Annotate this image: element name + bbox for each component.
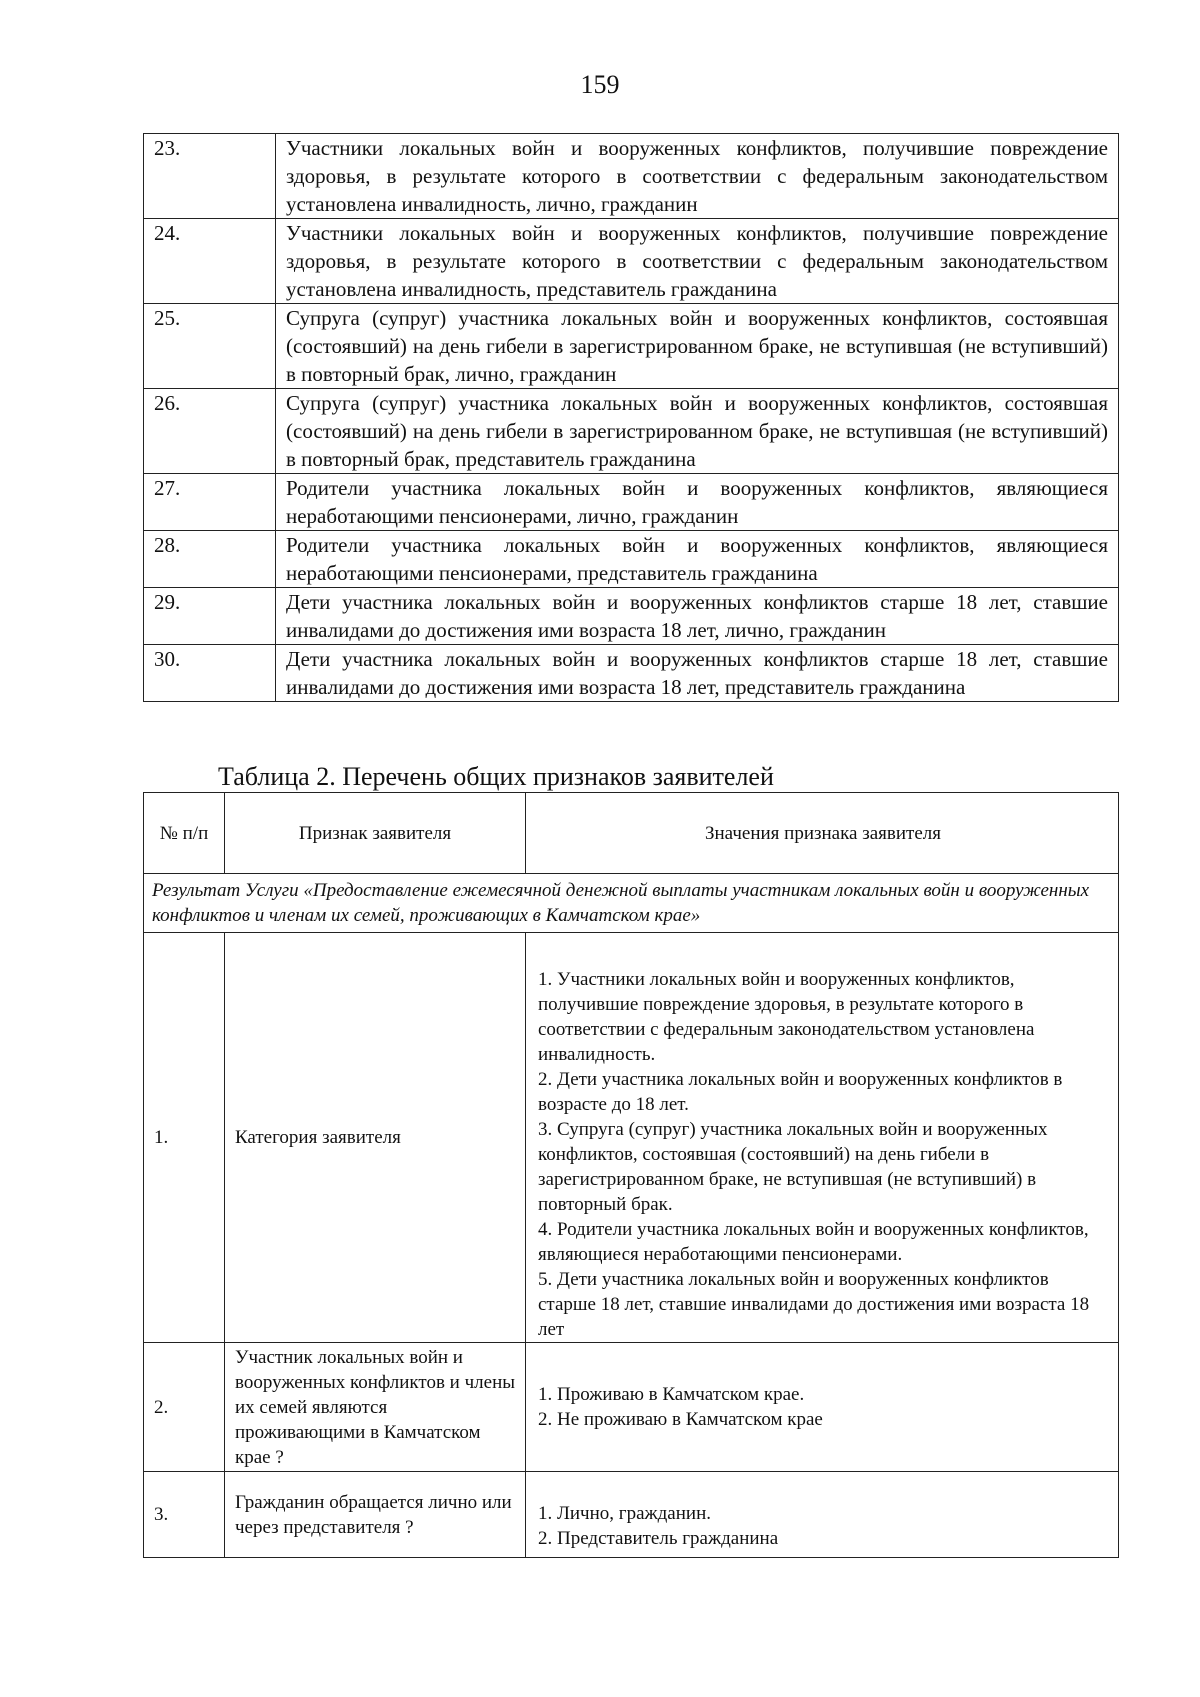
table-row [144, 474, 1119, 531]
table-row [144, 933, 1119, 1343]
row-text: Родители участника локальных войн и вооруженных конфликтов, являющиеся неработающими пенсионерами, лично, гражданин [276, 474, 1119, 531]
value-item: 2. Представитель гражданина [538, 1528, 779, 1549]
value-item: 2. Дети участника локальных войн и вооруженных конфликтов в возрасте до 18 лет. [538, 1069, 1063, 1115]
row-number: 25. [144, 304, 276, 389]
table-row [144, 1343, 1119, 1472]
row-sign: Категория заявителя [225, 933, 526, 1343]
table-row [144, 304, 1119, 389]
value-item: 3. Супруга (супруг) участника локальных войн и вооруженных конфликтов, состоявшая (состоявший) на день гибели в зарегистрированном браке, не вступившая (не вступивший) в повторный брак. [538, 1119, 1048, 1215]
row-number: 1. [144, 933, 225, 1343]
row-text: Родители участника локальных войн и вооруженных конфликтов, являющиеся неработающими пенсионерами, представитель гражданина [276, 531, 1119, 588]
table-row [144, 219, 1119, 304]
row-number: 23. [144, 134, 276, 219]
value-item: 1. Участники локальных войн и вооруженных конфликтов, получившие повреждение здоровья, в результате которого в соответствии с федеральным законодательством установлена инвалидность. [538, 969, 1035, 1065]
table-caption: Таблица 2. Перечень общих признаков заявителей [218, 762, 774, 791]
row-number: 26. [144, 389, 276, 474]
header-sign: Признак заявителя [225, 793, 526, 874]
row-number: 29. [144, 588, 276, 645]
row-text: Участники локальных войн и вооруженных конфликтов, получившие повреждение здоровья, в результате которого в соответствии с федеральным законодательством установлена инвалидность, представитель гражданина [276, 219, 1119, 304]
table-row [144, 645, 1119, 702]
row-number: 28. [144, 531, 276, 588]
row-values [526, 1343, 1119, 1472]
row-text: Дети участника локальных войн и вооруженных конфликтов старше 18 лет, ставшие инвалидами до достижения ими возраста 18 лет, представитель гражданина [276, 645, 1119, 702]
table-row [144, 134, 1119, 219]
table-row [144, 1472, 1119, 1558]
header-values: Значения признака заявителя [526, 793, 1119, 874]
row-number: 24. [144, 219, 276, 304]
page-number: 159 [580, 70, 620, 99]
result-row [144, 874, 1119, 933]
row-sign: Гражданин обращается лично или через представителя ? [225, 1472, 526, 1558]
row-values [526, 933, 1119, 1343]
row-text: Супруга (супруг) участника локальных войн и вооруженных конфликтов, состоявшая (состоявший) на день гибели в зарегистрированном браке, не вступившая (не вступивший) в повторный брак, представитель гражданина [276, 389, 1119, 474]
table-header-row [144, 793, 1119, 874]
row-number: 3. [144, 1472, 225, 1558]
value-item: 5. Дети участника локальных войн и вооруженных конфликтов старше 18 лет, ставшие инвалидами до достижения ими возраста 18 лет [538, 1269, 1090, 1340]
row-values [526, 1472, 1119, 1558]
row-number: 2. [144, 1343, 225, 1472]
table-row [144, 531, 1119, 588]
value-item: 1. Лично, гражданин. [538, 1503, 711, 1524]
value-item: 4. Родители участника локальных войн и вооруженных конфликтов, являющиеся неработающими пенсионерами. [538, 1219, 1089, 1265]
categories-table-continued [143, 133, 1119, 702]
row-number: 27. [144, 474, 276, 531]
row-sign: Участник локальных войн и вооруженных конфликтов и члены их семей являются проживающими в Камчатском крае ? [225, 1343, 526, 1472]
row-number: 30. [144, 645, 276, 702]
table-row [144, 588, 1119, 645]
header-num: № п/п [144, 793, 225, 874]
row-text: Супруга (супруг) участника локальных войн и вооруженных конфликтов, состоявшая (состоявший) на день гибели в зарегистрированном браке, не вступившая (не вступивший) в повторный брак, лично, гражданин [276, 304, 1119, 389]
result-text: Результат Услуги «Предоставление ежемесячной денежной выплаты участникам локальных войн и вооруженных конфликтов и членам их семей, проживающих в Камчатском крае» [144, 874, 1119, 933]
value-item: 2. Не проживаю в Камчатском крае [538, 1409, 823, 1430]
row-text: Дети участника локальных войн и вооруженных конфликтов старше 18 лет, ставшие инвалидами до достижения ими возраста 18 лет, лично, гражданин [276, 588, 1119, 645]
table-row [144, 389, 1119, 474]
value-item: 1. Проживаю в Камчатском крае. [538, 1384, 805, 1405]
row-text: Участники локальных войн и вооруженных конфликтов, получившие повреждение здоровья, в результате которого в соответствии с федеральным законодательством установлена инвалидность, лично, гражданин [276, 134, 1119, 219]
applicant-signs-table [143, 792, 1119, 1558]
